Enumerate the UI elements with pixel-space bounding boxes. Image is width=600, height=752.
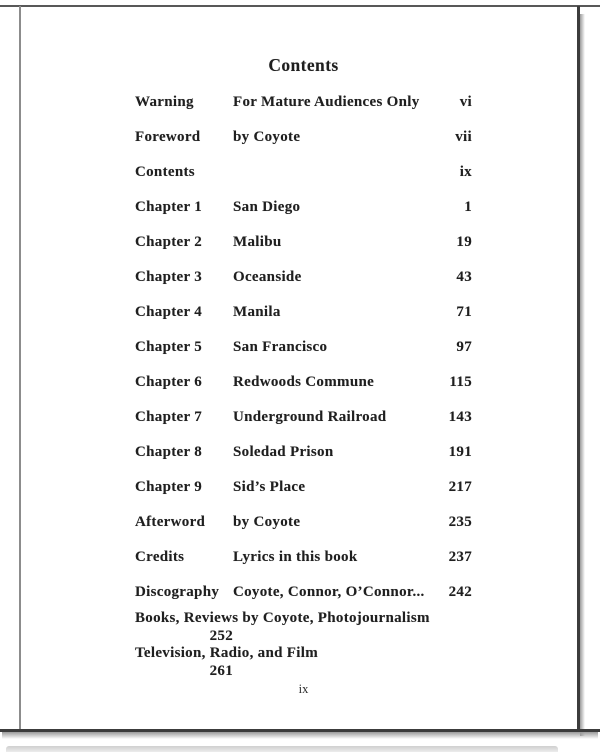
toc-entry-label: Chapter 1 <box>135 199 203 215</box>
toc-row <box>135 435 472 470</box>
toc-entry-title: Sid’s Place <box>233 479 306 495</box>
toc-entry-label: Chapter 8 <box>135 444 203 460</box>
toc-entry-page: vii <box>455 129 472 145</box>
page-right-shadow <box>580 14 585 736</box>
toc-entry-title: Oceanside <box>233 269 302 285</box>
toc-entry-title: Manila <box>233 304 281 320</box>
toc-entry-page: 217 <box>448 479 472 495</box>
toc-entry-page: 19 <box>456 234 472 250</box>
toc-entry-page: 242 <box>448 584 472 600</box>
toc-row <box>135 260 472 295</box>
toc-entry-page: 115 <box>449 374 472 390</box>
toc-entry-title: San Francisco <box>233 339 328 355</box>
toc-row <box>135 505 472 540</box>
toc-entry-title: For Mature Audiences Only <box>233 94 420 110</box>
toc-entry-title: Underground Railroad <box>233 409 387 425</box>
toc-entry-page: vi <box>459 94 472 110</box>
toc-entry-page: 1 <box>464 199 472 215</box>
toc-row <box>135 295 472 330</box>
toc-entry-page: 71 <box>456 304 472 320</box>
toc-entry-page: 237 <box>448 549 472 565</box>
toc-entry-label: Chapter 7 <box>135 409 203 425</box>
toc-entry-title: Malibu <box>233 234 282 250</box>
toc-entry-title: Coyote, Connor, O’Connor... <box>233 584 425 600</box>
toc-entry-title: by Coyote <box>233 129 301 145</box>
toc-list <box>135 85 472 680</box>
toc-row <box>135 575 472 610</box>
toc-row <box>135 470 472 505</box>
toc-entry-label: Credits <box>135 549 185 565</box>
toc-row <box>135 330 472 365</box>
toc-entry-page: 43 <box>456 269 472 285</box>
toc-entry-label: Contents <box>135 164 195 180</box>
toc-entry-page: 191 <box>448 444 472 460</box>
toc-entry-label: Chapter 4 <box>135 304 203 320</box>
toc-entry-page: 97 <box>456 339 472 355</box>
toc-entry-label: Chapter 5 <box>135 339 203 355</box>
toc-entry-title: San Diego <box>233 199 301 215</box>
toc-row <box>135 400 472 435</box>
toc-entry-title: by Coyote <box>233 514 301 530</box>
toc-entry-label: Discography <box>135 584 220 600</box>
toc-entry-label: Foreword <box>135 129 201 145</box>
toc-entry-label: Chapter 9 <box>135 479 203 495</box>
toc-entry-label: Books, Reviews by Coyote, Photojournalism <box>135 610 430 627</box>
toc-entry-title: Soledad Prison <box>233 444 334 460</box>
toc-row <box>135 85 472 120</box>
toc-row <box>135 120 472 155</box>
next-page-top-edge <box>6 746 558 752</box>
toc-row <box>135 645 472 680</box>
toc-entry-title: Redwoods Commune <box>233 374 375 390</box>
toc-entry-page: 261 <box>209 662 233 679</box>
toc-row <box>135 540 472 575</box>
toc-entry-label: Warning <box>135 94 194 110</box>
toc-row <box>135 190 472 225</box>
toc-entry-page: 252 <box>209 627 233 644</box>
toc-entry-label: Television, Radio, and Film <box>135 645 318 662</box>
toc-entry-label: Chapter 3 <box>135 269 203 285</box>
toc-row <box>135 155 472 190</box>
toc-entry-title: Lyrics in this book <box>233 549 358 565</box>
toc-entry-page: 235 <box>448 514 472 530</box>
toc-row <box>135 365 472 400</box>
toc-entry-label: Afterword <box>135 514 206 530</box>
toc-entry-page: ix <box>459 164 472 180</box>
page-title: Contents <box>268 55 339 75</box>
toc-row <box>135 225 472 260</box>
toc-entry-label: Chapter 2 <box>135 234 203 250</box>
folio-page-number: ix <box>298 682 309 696</box>
page-bottom-shadow <box>2 732 598 739</box>
toc-row <box>135 610 472 645</box>
toc-entry-page: 143 <box>448 409 472 425</box>
toc-entry-label: Chapter 6 <box>135 374 203 390</box>
